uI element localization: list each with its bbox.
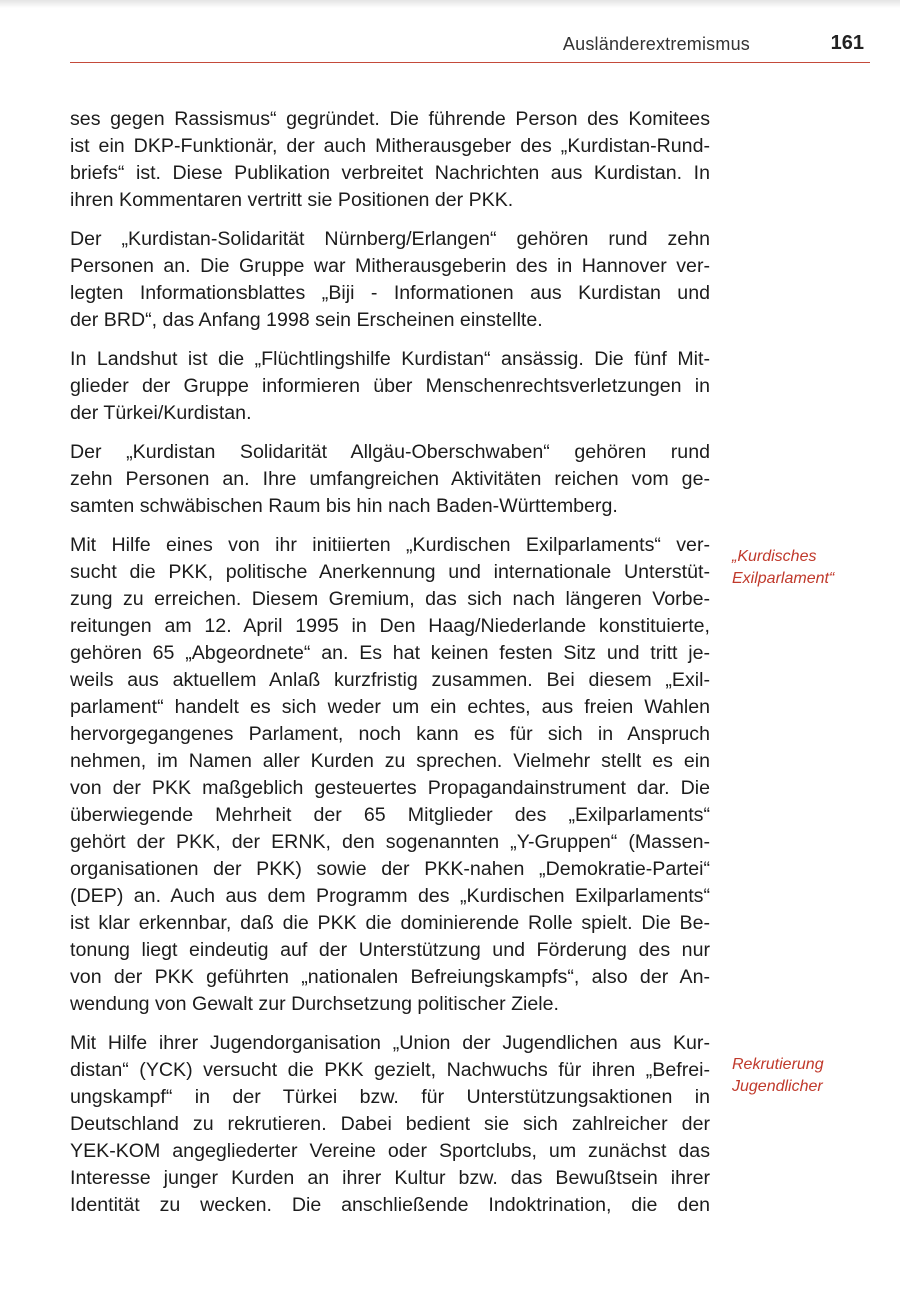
paragraph-rekrutierung: [70, 1030, 710, 1219]
margin-note-line: Jugendlicher: [732, 1078, 823, 1095]
margin-note-line: Rekrutierung: [732, 1056, 824, 1073]
text-line: tonung liegt eindeutig auf der Unterstützung und Förderung des nur: [70, 939, 710, 961]
text-line: samten schwäbischen Raum bis hin nach Baden-Württemberg.: [70, 495, 618, 517]
header-divider: [70, 62, 870, 63]
margin-note-line: „Kurdisches: [732, 548, 817, 565]
text-line: der BRD“, das Anfang 1998 sein Erscheinen einstellte.: [70, 309, 543, 331]
text-line: ihren Kommentaren vertritt sie Positionen der PKK.: [70, 189, 514, 211]
text-line: parlament“ handelt es sich weder um ein echtes, aus freien Wahlen: [70, 696, 710, 718]
text-line: Personen an. Die Gruppe war Mitherausgeberin des in Hannover ver-: [70, 255, 710, 277]
margin-note-line: Exilparlament“: [732, 570, 835, 587]
header-title: Ausländerextremismus: [562, 34, 750, 54]
text-line: Interesse junger Kurden an ihrer Kultur bzw. das Bewußtsein ihrer: [70, 1167, 710, 1189]
text-line: wendung von Gewalt zur Durchsetzung politischer Ziele.: [70, 993, 560, 1015]
text-line: YEK-KOM angegliederter Vereine oder Sportclubs, um zunächst das: [70, 1140, 710, 1162]
margin-note-exilparlament: [732, 546, 834, 590]
body-text: [70, 106, 710, 1231]
text-line: legten Informationsblattes „Biji - Informationen aus Kurdistan und: [70, 282, 710, 304]
text-line: Der „Kurdistan-Solidarität Nürnberg/Erlangen“ gehören rund zehn: [70, 228, 710, 250]
paragraph: [70, 226, 710, 334]
text-line: der Türkei/Kurdistan.: [70, 402, 252, 424]
text-line: ist ein DKP-Funktionär, der auch Mitherausgeber des „Kurdistan-Rund-: [70, 135, 710, 157]
text-line: von der PKK maßgeblich gesteuertes Propagandainstrument dar. Die: [70, 777, 710, 799]
text-line: In Landshut ist die „Flüchtlingshilfe Kurdistan“ ansässig. Die fünf Mit-: [70, 348, 710, 370]
text-line: Deutschland zu rekrutieren. Dabei bedient sie sich zahlreicher der: [70, 1113, 710, 1135]
page-top-edge: [0, 0, 900, 8]
text-line: Identität zu wecken. Die anschließende Indoktrination, die den: [70, 1194, 710, 1216]
text-line: distan“ (YCK) versucht die PKK gezielt, Nachwuchs für ihren „Befrei-: [70, 1059, 710, 1081]
text-line: überwiegende Mehrheit der 65 Mitglieder des „Exilparlaments“: [70, 804, 710, 826]
text-line: ungskampf“ in der Türkei bzw. für Unterstützungsaktionen in: [70, 1086, 710, 1108]
paragraph: [70, 346, 710, 427]
text-line: gehört der PKK, der ERNK, den sogenannten „Y-Gruppen“ (Massen-: [70, 831, 710, 853]
text-line: von der PKK geführten „nationalen Befreiungskampfs“, also der An-: [70, 966, 710, 988]
text-line: weils aus aktuellem Anlaß kurzfristig zusammen. Bei diesem „Exil-: [70, 669, 710, 691]
page-number: 161: [830, 32, 864, 54]
text-line: reitungen am 12. April 1995 in Den Haag/Niederlande konstituierte,: [70, 615, 710, 637]
paragraph-exilparlament: [70, 532, 710, 1018]
text-line: (DEP) an. Auch aus dem Programm des „Kurdischen Exilparlaments“: [70, 885, 710, 907]
running-header: [70, 28, 870, 64]
text-line: sucht die PKK, politische Anerkennung und internationale Unterstüt-: [70, 561, 710, 583]
text-line: gehören 65 „Abgeordnete“ an. Es hat keinen festen Sitz und tritt je-: [70, 642, 710, 664]
text-line: nehmen, im Namen aller Kurden zu sprechen. Vielmehr stellt es ein: [70, 750, 710, 772]
text-line: zung zu erreichen. Diesem Gremium, das sich nach längeren Vorbe-: [70, 588, 710, 610]
margin-note-rekrutierung: [732, 1054, 824, 1098]
text-line: glieder der Gruppe informieren über Menschenrechtsverletzungen in: [70, 375, 710, 397]
paragraph: [70, 106, 710, 214]
text-line: hervorgegangenes Parlament, noch kann es für sich in Anspruch: [70, 723, 710, 745]
text-line: briefs“ ist. Diese Publikation verbreitet Nachrichten aus Kurdistan. In: [70, 162, 710, 184]
text-line: Der „Kurdistan Solidarität Allgäu-Oberschwaben“ gehören rund: [70, 441, 710, 463]
text-line: organisationen der PKK) sowie der PKK-nahen „Demokratie-Partei“: [70, 858, 710, 880]
text-line: Mit Hilfe ihrer Jugendorganisation „Union der Jugendlichen aus Kur-: [70, 1032, 710, 1054]
text-line: ses gegen Rassismus“ gegründet. Die führende Person des Komitees: [70, 108, 710, 130]
paragraph: [70, 439, 710, 520]
text-line: Mit Hilfe eines von ihr initiierten „Kurdischen Exilparlaments“ ver-: [70, 534, 710, 556]
text-line: zehn Personen an. Ihre umfangreichen Aktivitäten reichen vom ge-: [70, 468, 710, 490]
text-line: ist klar erkennbar, daß die PKK die dominierende Rolle spielt. Die Be-: [70, 912, 710, 934]
